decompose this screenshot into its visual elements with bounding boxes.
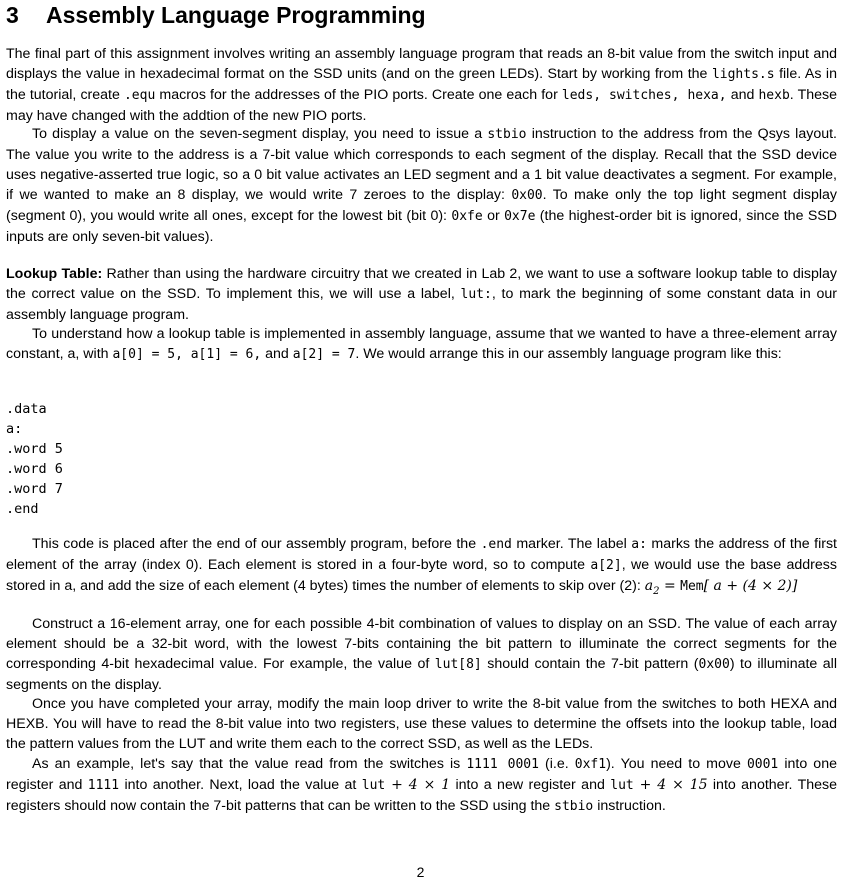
- code-line: .end: [6, 501, 39, 517]
- paragraph-example: As an example, let's say that the value read from the switches is 1111 0001 (i.e. 0xf1). You need to move 0001 into one register and 1111 into another. Next, load the value at lut + 4 × 1 into a new register and lut + 4 × 15 into another. These registers should now contain the 7-bit patterns that can be written to the SSD using the stbio instruction.: [6, 756, 838, 814]
- page-number: 2: [416, 864, 425, 880]
- paragraph-construct-array: Construct a 16-element array, one for each possible 4-bit combination of values to display on an SSD. The value of each array element should be a 32-bit word, with the lowest 7-bits containing the bit pattern to illuminate the correct segments for the corresponding 4-bit hexadecimal value. For example, the value of lut[8] should contain the 7-bit pattern (0x00) to illuminate all segments on the display.: [6, 616, 837, 693]
- code-line: a:: [6, 421, 23, 437]
- code-listing: [6, 399, 63, 519]
- lookup-table-heading: Lookup Table:: [6, 266, 103, 282]
- section-number: 3: [6, 2, 19, 28]
- paragraph-main-loop: Once you have completed your array, modify the main loop driver to write the 8-bit value from the switches to both HEXA and HEXB. You will have to read the 8-bit value into two registers, use these values to determine the offsets into the lookup table, load the pattern values from the LUT and write them each to the correct SSD, as well as the LEDs.: [6, 696, 837, 752]
- paragraph-ssd: To display a value on the seven-segment display, you need to issue a stbio instruction to the address from the Qsys layout. The value you write to the address is a 7-bit value which corresponds to each segment of the display. Recall that the SSD device uses negative-asserted true logic, so a 0 bit value activates an LED segment and a 1 bit value deactivates a segment. For example, if we wanted to make an 8 display, we would write 7 zeroes to the display: 0x00. To make only the top light segment display (segment 0), you would write all ones, except for the lowest bit (bit 0): 0xfe or 0x7e (the highest-order bit is ignored, since the SSD inputs are only seven-bit values).: [6, 126, 838, 245]
- section-title: Assembly Language Programming: [46, 2, 426, 28]
- code-line: .word 6: [6, 461, 63, 477]
- section-heading: [6, 2, 426, 29]
- paragraph-code-explanation: This code is placed after the end of our assembly program, before the .end marker. The label a: marks the address of the first element of the array (index 0). Each element is stored in a four-byte word, so to compute a[2], we would use the base address stored in a, and add the size of each element (4 bytes) times the number of elements to skip over (2): $a_2 = Mem$[ a + (4 × 2)]: [6, 536, 837, 597]
- code-line: .word 7: [6, 481, 63, 497]
- paragraph-intro: The final part of this assignment involves writing an assembly language program that reads an 8-bit value from the switch input and displays the value in hexadecimal format on the SSD units (and on the green LEDs). Start by working from the lights.s file. As in the tutorial, create .equ macros for the addresses of the PIO ports. Create one each for leds, switches, hexa, and hexb. These may have changed with the addtion of the new PIO ports.: [6, 46, 837, 124]
- code-line: .data: [6, 401, 47, 417]
- paragraph-array-example: To understand how a lookup table is implemented in assembly language, assume that we wanted to have a three-element array constant, a, with a[0] = 5, a[1] = 6, and a[2] = 7. We would arrange this in our assembly language program like this:: [6, 326, 837, 362]
- code-line: .word 5: [6, 441, 63, 457]
- paragraph-lookup-table: Lookup Table: Rather than using the hardware circuitry that we created in Lab 2, we want to use a software lookup table to display the correct value on the SSD. To implement this, we will use a label, lut:, to mark the beginning of some constant data in our assembly language program.: [6, 266, 838, 323]
